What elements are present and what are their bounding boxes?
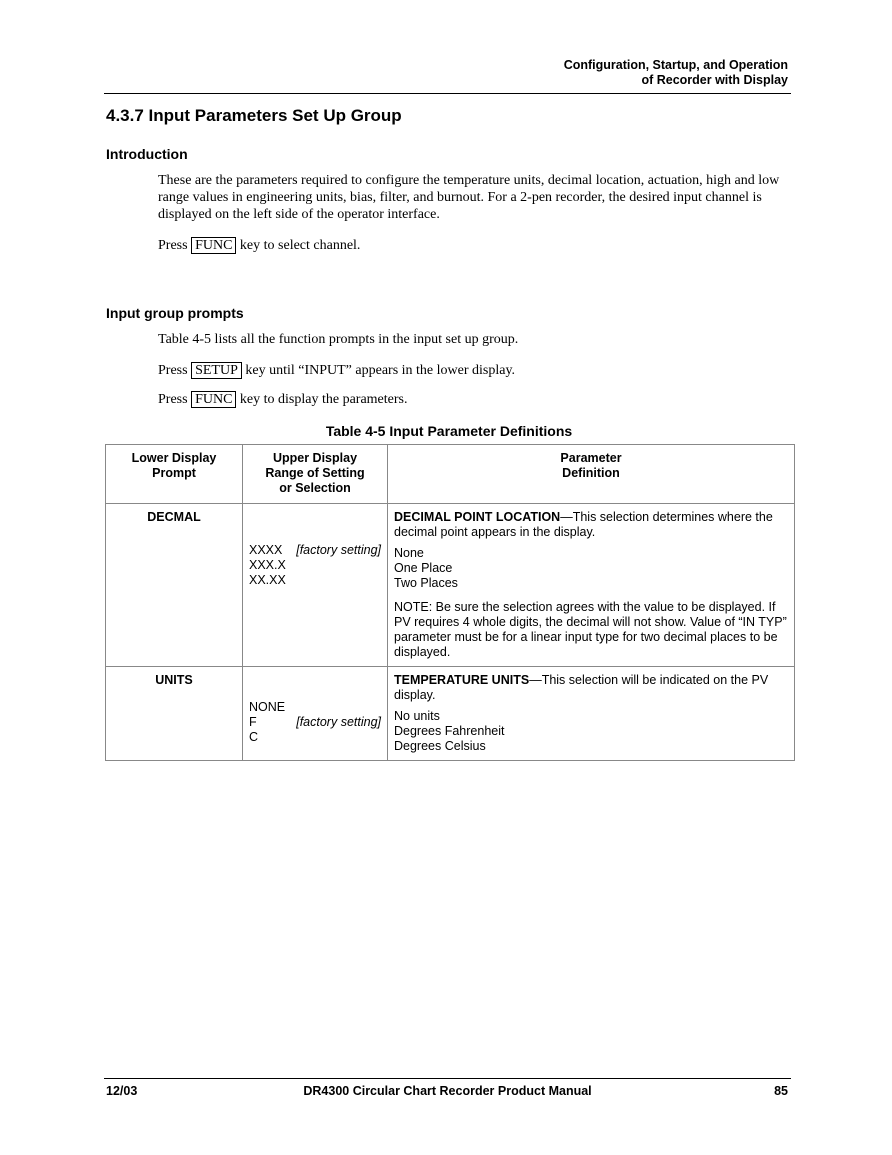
choice-label: Two Places bbox=[394, 576, 458, 590]
range-option-value: XX.XX bbox=[249, 573, 286, 587]
footer-title: DR4300 Circular Chart Recorder Product Manual bbox=[303, 1084, 592, 1098]
func-key-label: FUNC bbox=[191, 237, 236, 254]
factory-setting-note: [factory setting] bbox=[296, 543, 381, 557]
definition-cell bbox=[388, 504, 795, 667]
range-cell bbox=[243, 504, 388, 667]
definition-body: —This selection determines where the decimal point appears in the display. bbox=[394, 510, 773, 539]
range-option-value: NONE bbox=[249, 700, 286, 714]
col-header-prompt bbox=[106, 445, 243, 504]
prompts-intro-line: Table 4-5 lists all the function prompts in the input set up group. bbox=[158, 332, 519, 347]
col-header-text: Lower Display bbox=[131, 451, 217, 465]
col-header-range bbox=[243, 445, 388, 504]
func-press-line bbox=[158, 391, 790, 408]
range-option-value: XXXX bbox=[249, 543, 283, 557]
definition-text bbox=[394, 673, 788, 703]
running-header bbox=[564, 58, 788, 88]
range-option bbox=[249, 715, 381, 730]
range-option-value: C bbox=[249, 730, 259, 744]
definition-note: NOTE: Be sure the selection agrees with the value to be displayed. If PV requires 4 whole digits, the decimal will not show. Value of “IN TYP” parameter must be for a linear input type for two decimal places to be displayed. bbox=[394, 600, 787, 659]
range-option-value: XXX.X bbox=[249, 558, 286, 572]
prompt-cell: UNITS bbox=[106, 667, 243, 761]
func-key-label: FUNC bbox=[191, 391, 236, 408]
header-divider bbox=[104, 93, 791, 94]
definition-cell bbox=[388, 667, 795, 761]
choice-label: No units bbox=[394, 709, 440, 723]
intro-press-line bbox=[158, 237, 790, 254]
col-header-definition bbox=[388, 445, 795, 504]
choice-label: One Place bbox=[394, 561, 453, 575]
choice-label: Degrees Celsius bbox=[394, 739, 486, 753]
press-word: Press bbox=[158, 392, 188, 407]
factory-setting-note: [factory setting] bbox=[296, 715, 381, 729]
intro-heading: Introduction bbox=[106, 146, 188, 162]
table-header-row bbox=[106, 445, 795, 504]
range-option-value: F bbox=[249, 715, 257, 729]
footer-date: 12/03 bbox=[106, 1084, 138, 1098]
definition-text bbox=[394, 510, 788, 540]
running-header-line1: Configuration, Startup, and Operation bbox=[563, 58, 788, 72]
definition-body: —This selection will be indicated on the PV display. bbox=[394, 673, 769, 702]
choice-label: None bbox=[394, 546, 424, 560]
footer-divider bbox=[104, 1078, 791, 1079]
setup-press-line bbox=[158, 362, 790, 379]
intro-paragraph: These are the parameters required to configure the temperature units, decimal location, actuation, high and low range values in engineering units, bias, filter, and burnout. For a 2-pen recorder, the desired input channel is displayed on the left side of the operator interface. bbox=[158, 173, 780, 222]
col-header-text: or Selection bbox=[279, 481, 351, 495]
press-instruction: key to display the parameters. bbox=[239, 392, 408, 407]
table-row bbox=[106, 504, 795, 667]
prompts-heading: Input group prompts bbox=[106, 305, 244, 321]
definition-title: DECIMAL POINT LOCATION bbox=[394, 510, 561, 524]
range-cell bbox=[243, 667, 388, 761]
choice-label: Degrees Fahrenheit bbox=[394, 724, 505, 738]
press-word: Press bbox=[158, 363, 188, 378]
col-header-text: Range of Setting bbox=[265, 466, 365, 480]
page-number: 85 bbox=[774, 1084, 788, 1098]
prompt-cell: DECMAL bbox=[106, 504, 243, 667]
col-header-text: Definition bbox=[562, 466, 620, 480]
section-title: 4.3.7 Input Parameters Set Up Group bbox=[106, 106, 402, 125]
range-option bbox=[249, 543, 381, 558]
col-header-text: Parameter bbox=[560, 451, 622, 465]
input-parameter-table bbox=[105, 444, 795, 761]
definition-title: TEMPERATURE UNITS bbox=[394, 673, 530, 687]
press-word: Press bbox=[158, 238, 188, 253]
table-caption: Table 4-5 Input Parameter Definitions bbox=[325, 423, 573, 439]
press-instruction: key to select channel. bbox=[239, 238, 361, 253]
col-header-text: Prompt bbox=[152, 466, 196, 480]
press-instruction: key until “INPUT” appears in the lower display. bbox=[245, 363, 516, 378]
table-row bbox=[106, 667, 795, 761]
col-header-text: Upper Display bbox=[272, 451, 358, 465]
running-header-line2: of Recorder with Display bbox=[641, 73, 788, 87]
setup-key-label: SETUP bbox=[191, 362, 242, 379]
